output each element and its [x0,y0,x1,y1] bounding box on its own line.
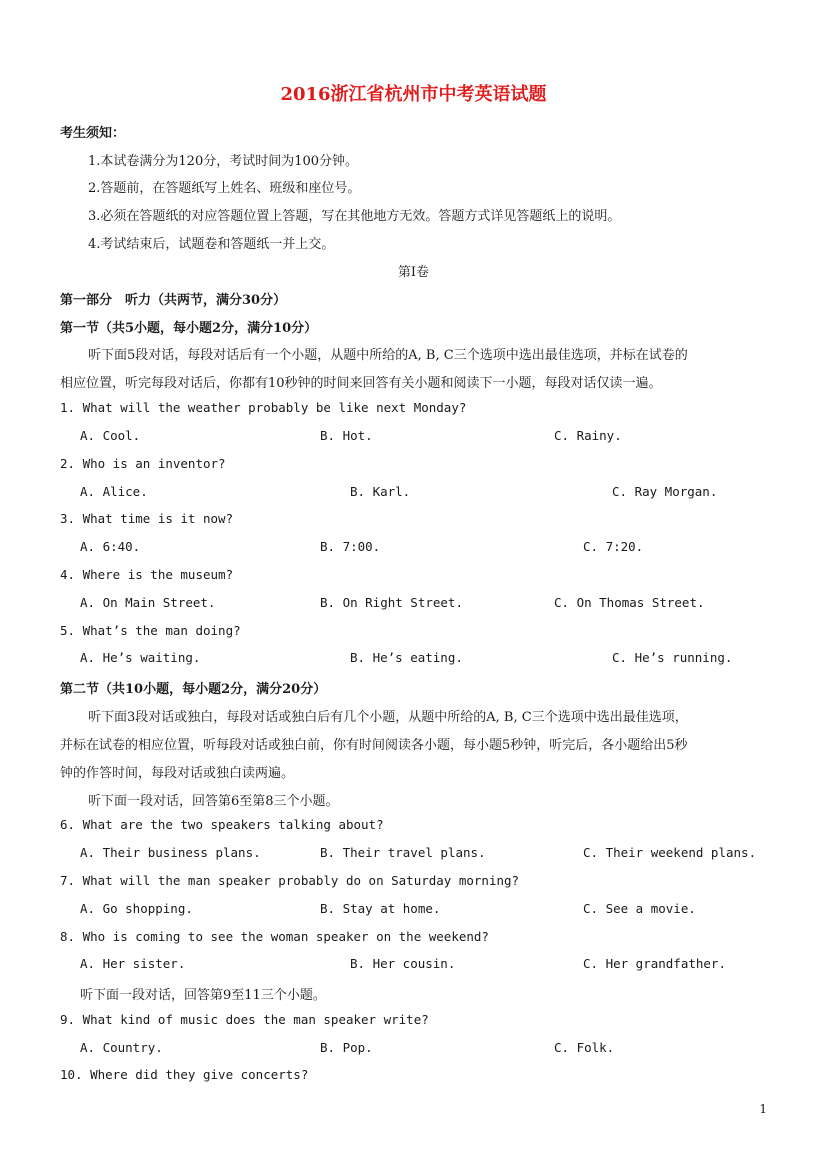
question-2: 2. Who is an inventor? [60,456,226,471]
section2-instruction-1: 听下面3段对话或独白，每段对话或独白后有几个小题，从题中所给的A, B, C三个选项中选出最佳选项， [88,710,688,725]
q3-option-b: B. 7:00. [320,539,381,554]
volume-label: 第Ⅰ卷 [397,265,430,280]
q6-option-a: A. Their business plans. [80,845,261,860]
part1-heading: 第一部分 听力（共两节，满分30分） [60,293,287,308]
question-8: 8. Who is coming to see the woman speaker on the weekend? [60,929,489,944]
section2-heading: 第二节（共10小题，每小题2分，满分20分） [60,682,327,697]
section2-instruction-3: 钟的作答时间，每段对话或独白读两遍。 [60,766,295,781]
q6-option-b: B. Their travel plans. [320,845,486,860]
q1-option-a: A. Cool. [80,428,141,443]
question-3: 3. What time is it now? [60,511,234,526]
q1-option-b: B. Hot. [320,428,373,443]
q7-option-c: C. See a movie. [583,901,696,916]
q8-option-c: C. Her grandfather. [583,956,726,971]
q8-option-b: B. Her cousin. [350,956,456,971]
section1-instruction-1: 听下面5段对话，每段对话后有一个小题，从题中所给的A, B, C三个选项中选出最佳选项，并标在试卷的 [88,348,688,363]
question-5: 5. What’s the man doing? [60,623,241,638]
section1-instruction-2: 相应位置，听完每段对话后，你都有10秒钟的时间来回答有关小题和阅读下一小题，每段对话仅读一遍。 [60,376,662,391]
notice-heading: 考生须知： [60,126,126,141]
document-title: 2016浙江省杭州市中考英语试题 [280,84,547,105]
question-1: 1. What will the weather probably be like next Monday? [60,400,467,415]
notice-item-3: 3.必须在答题纸的对应答题位置上答题，写在其他地方无效。答题方式详见答题纸上的说明。 [88,209,621,224]
q9-option-b: B. Pop. [320,1040,373,1055]
q1-option-c: C. Rainy. [554,428,622,443]
q5-option-a: A. He’s waiting. [80,650,201,665]
q2-option-c: C. Ray Morgan. [612,484,718,499]
notice-item-4: 4.考试结束后，试题卷和答题纸一并上交。 [88,237,335,252]
q5-option-c: C. He’s running. [612,650,733,665]
section2-instruction-2: 并标在试卷的相应位置，听每段对话或独白前，你有时间阅读各小题，每小题5秒钟，听完后，各小题给出5秒 [60,738,688,753]
q3-option-c: C. 7:20. [583,539,644,554]
q7-option-a: A. Go shopping. [80,901,193,916]
q9-option-c: C. Folk. [554,1040,615,1055]
q2-option-a: A. Alice. [80,484,148,499]
section1-heading: 第一节（共5小题，每小题2分，满分10分） [60,321,318,336]
q8-option-a: A. Her sister. [80,956,186,971]
section2-intro-2: 听下面一段对话，回答第9至11三个小题。 [80,988,326,1003]
q4-option-a: A. On Main Street. [80,595,216,610]
q4-option-c: C. On Thomas Street. [554,595,705,610]
q5-option-b: B. He’s eating. [350,650,463,665]
notice-item-1: 1.本试卷满分为120分，考试时间为100分钟。 [88,154,359,169]
question-6: 6. What are the two speakers talking about? [60,817,384,832]
question-10: 10. Where did they give concerts? [60,1067,309,1082]
notice-item-2: 2.答题前，在答题纸写上姓名、班级和座位号。 [88,181,361,196]
page-number: 1 [759,1102,767,1116]
section2-intro-1: 听下面一段对话，回答第6至第8三个小题。 [88,794,339,809]
q7-option-b: B. Stay at home. [320,901,441,916]
question-4: 4. Where is the museum? [60,567,234,582]
question-7: 7. What will the man speaker probably do on Saturday morning? [60,873,520,888]
q9-option-a: A. Country. [80,1040,163,1055]
q4-option-b: B. On Right Street. [320,595,463,610]
q3-option-a: A. 6:40. [80,539,141,554]
question-9: 9. What kind of music does the man speaker write? [60,1012,429,1027]
q2-option-b: B. Karl. [350,484,411,499]
q6-option-c: C. Their weekend plans. [583,845,757,860]
